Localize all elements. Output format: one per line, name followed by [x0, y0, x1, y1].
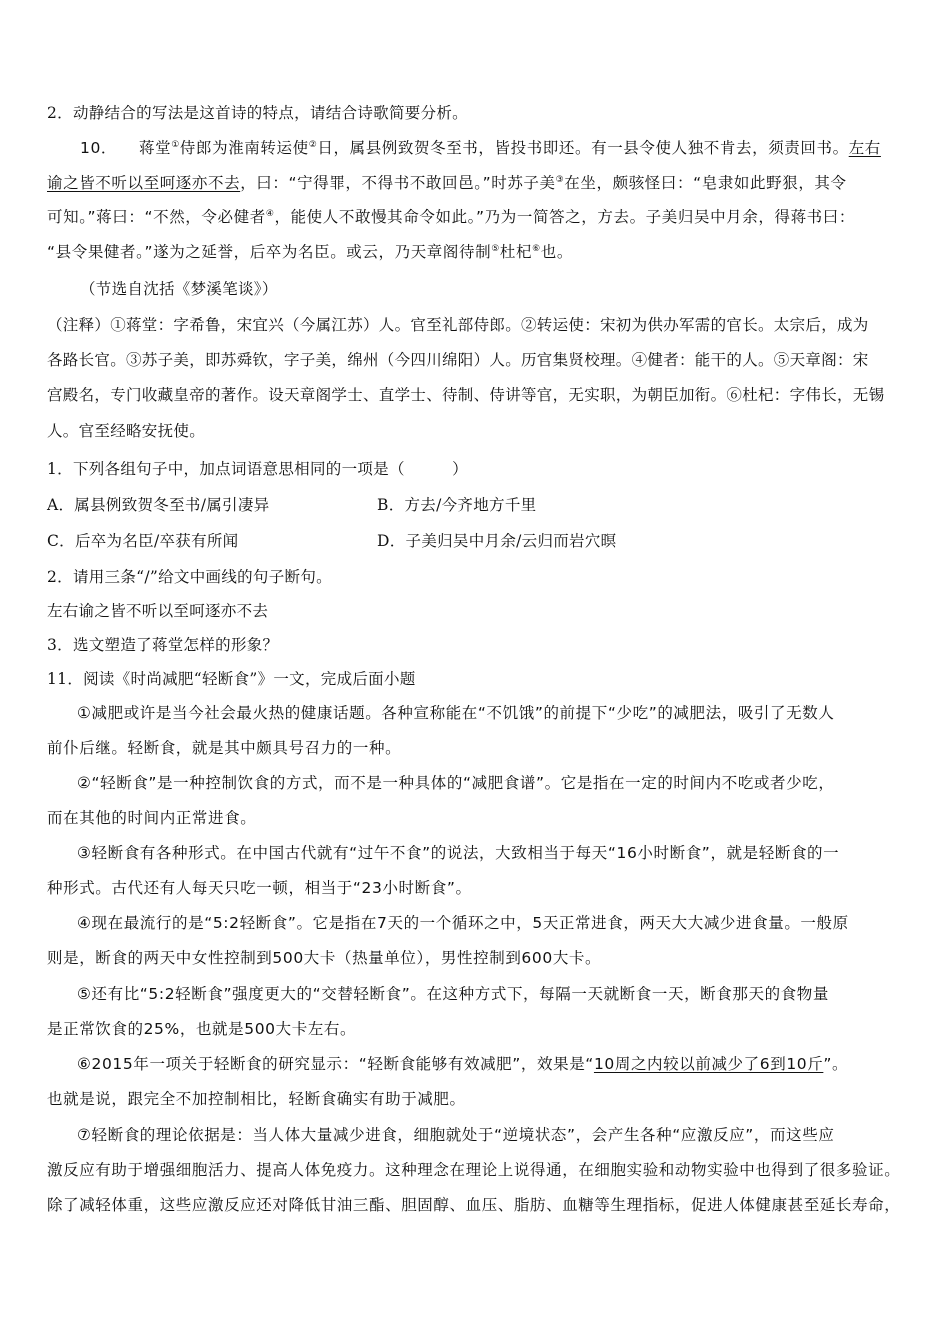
q10-question-3: 3．选文塑造了蒋堂怎样的形象？	[47, 636, 279, 654]
q10-note-line-1: （注释）①蒋堂：字希鲁，宋宜兴（今属江苏）人。官至礼部侍郎。②转运使：宋初为供办军需的官长。太宗后，成为	[47, 316, 869, 334]
q10-note-line-3: 宫殿名，专门收藏皇帝的著作。设天章阁学士、直学士、待制、侍讲等官，无实职，为朝臣加衔。⑥杜杞：字伟长，无锡	[47, 386, 885, 404]
q10-passage-line-3: 可知。”蒋曰：“不然，令必健者④，能使人不敢慢其命令如此。”乃为一简答之，方去。子美归吴中月余，得蒋书曰：	[47, 208, 855, 226]
q11-paragraph-7-line-1: ⑦轻断食的理论依据是：当人体大量减少进食，细胞就处于“逆境状态”，会产生各种“应激反应”，而这些应	[77, 1126, 835, 1144]
q10-options-row-1	[0, 494, 950, 516]
q9-item2: 2．动静结合的写法是这首诗的特点，请结合诗歌简要分析。	[47, 104, 468, 122]
q11-paragraph-6-line-2: 也就是说，跟完全不加控制相比，轻断食确实有助于减肥。	[47, 1090, 466, 1108]
q11-paragraph-5-line-1: ⑤还有比“5:2轻断食”强度更大的“交替轻断食”。在这种方式下，每隔一天就断食一天，断食那天的食物量	[77, 985, 829, 1003]
q10-question-1: 1．下列各组句子中，加点词语意思相同的一项是（ ）	[47, 460, 468, 478]
q11-paragraph-2-line-2: 而在其他的时间内正常进食。	[47, 809, 257, 827]
q11-paragraph-2-line-1: ②“轻断食”是一种控制饮食的方式，而不是一种具体的“减肥食谱”。它是指在一定的时间内不吃或者少吃，	[77, 774, 835, 792]
q11-paragraph-1-line-1: ①减肥或许是当今社会最火热的健康话题。各种宣称能在“不饥饿”的前提下“少吃”的减肥法，吸引了无数人	[77, 704, 835, 722]
q11-paragraph-1-line-2: 前仆后继。轻断食，就是其中颇具号召力的一种。	[47, 739, 402, 757]
q11-paragraph-4-line-2: 则是，断食的两天中女性控制到500大卡（热量单位），男性控制到600大卡。	[47, 949, 602, 967]
underlined-sentence: 谕之皆不听以至呵逐亦不去	[47, 174, 241, 192]
option-b[interactable]: B．方去/今齐地方千里	[377, 496, 537, 514]
q10-passage-line-2: 谕之皆不听以至呵逐亦不去，曰：“宁得罪，不得书不敢回邑。”时苏子美③在坐，颇骇怪曰：“皂隶如此野狠，其令	[47, 174, 847, 192]
q11-paragraph-5-line-2: 是正常饮食的25%，也就是500大卡左右。	[47, 1020, 357, 1038]
q10-passage-line-4: “县令果健者。”遂为之延誉，后卒为名臣。或云，乃天章阁待制⑤杜杞⑥也。	[47, 243, 573, 261]
q11-paragraph-3-line-1: ③轻断食有各种形式。在中国古代就有“过午不食”的说法，大致相当于每天“16小时断食”，就是轻断食的一	[77, 844, 840, 862]
q10-options-row-2	[0, 530, 950, 552]
underlined-result: 10周之内较以前减少了6到10斤	[593, 1055, 824, 1073]
q11-paragraph-4-line-1: ④现在最流行的是“5:2轻断食”。它是指在7天的一个循环之中，5天正常进食，两天大大减少进食量。一般原	[77, 914, 849, 932]
q11-paragraph-7-line-2: 激反应有助于增强细胞活力、提高人体免疫力。这种理念在理论上说得通，在细胞实验和动物实验中也得到了很多验证。	[47, 1161, 901, 1179]
q10-note-line-4: 人。官至经略安抚使。	[47, 422, 206, 440]
q11-title: 11．阅读《时尚减肥“轻断食”》一文，完成后面小题	[47, 670, 416, 688]
underlined-sentence-start: 左右	[848, 139, 881, 157]
q11-paragraph-6-line-1: ⑥2015年一项关于轻断食的研究显示：“轻断食能够有效减肥”，效果是“10周之内较以前减少了6到10斤”。	[77, 1055, 849, 1073]
option-a[interactable]: A．属县例致贺冬至书/属引凄异	[47, 496, 270, 514]
q10-number: 10．	[80, 139, 118, 157]
q11-paragraph-7-line-3: 除了减轻体重，这些应激反应还对降低甘油三酯、胆固醇、血压、脂肪、血糖等生理指标，促进人体健康甚至延长寿命，	[47, 1196, 901, 1214]
q10-note-line-2: 各路长官。③苏子美，即苏舜钦，字子美，绵州（今四川绵阳）人。历官集贤校理。④健者：能干的人。⑤天章阁：宋	[47, 351, 869, 369]
q10-question-2: 2．请用三条“/”给文中画线的句子断句。	[47, 568, 332, 586]
option-c[interactable]: C．后卒为名臣/卒获有所闻	[47, 532, 239, 550]
q10-passage-line-1: 10． 蒋堂①侍郎为淮南转运使②日，属县例致贺冬至书，皆投书即还。有一县令使人独不肯去，须责回书。左右	[80, 139, 881, 157]
q10-source: （节选自沈括《梦溪笔谈》）	[80, 280, 278, 298]
q11-paragraph-3-line-2: 种形式。古代还有人每天只吃一顿，相当于“23小时断食”。	[47, 879, 472, 897]
q10-question-2-text: 左右谕之皆不听以至呵逐亦不去	[47, 602, 269, 620]
option-d[interactable]: D．子美归吴中月余/云归而岩穴暝	[377, 532, 617, 550]
